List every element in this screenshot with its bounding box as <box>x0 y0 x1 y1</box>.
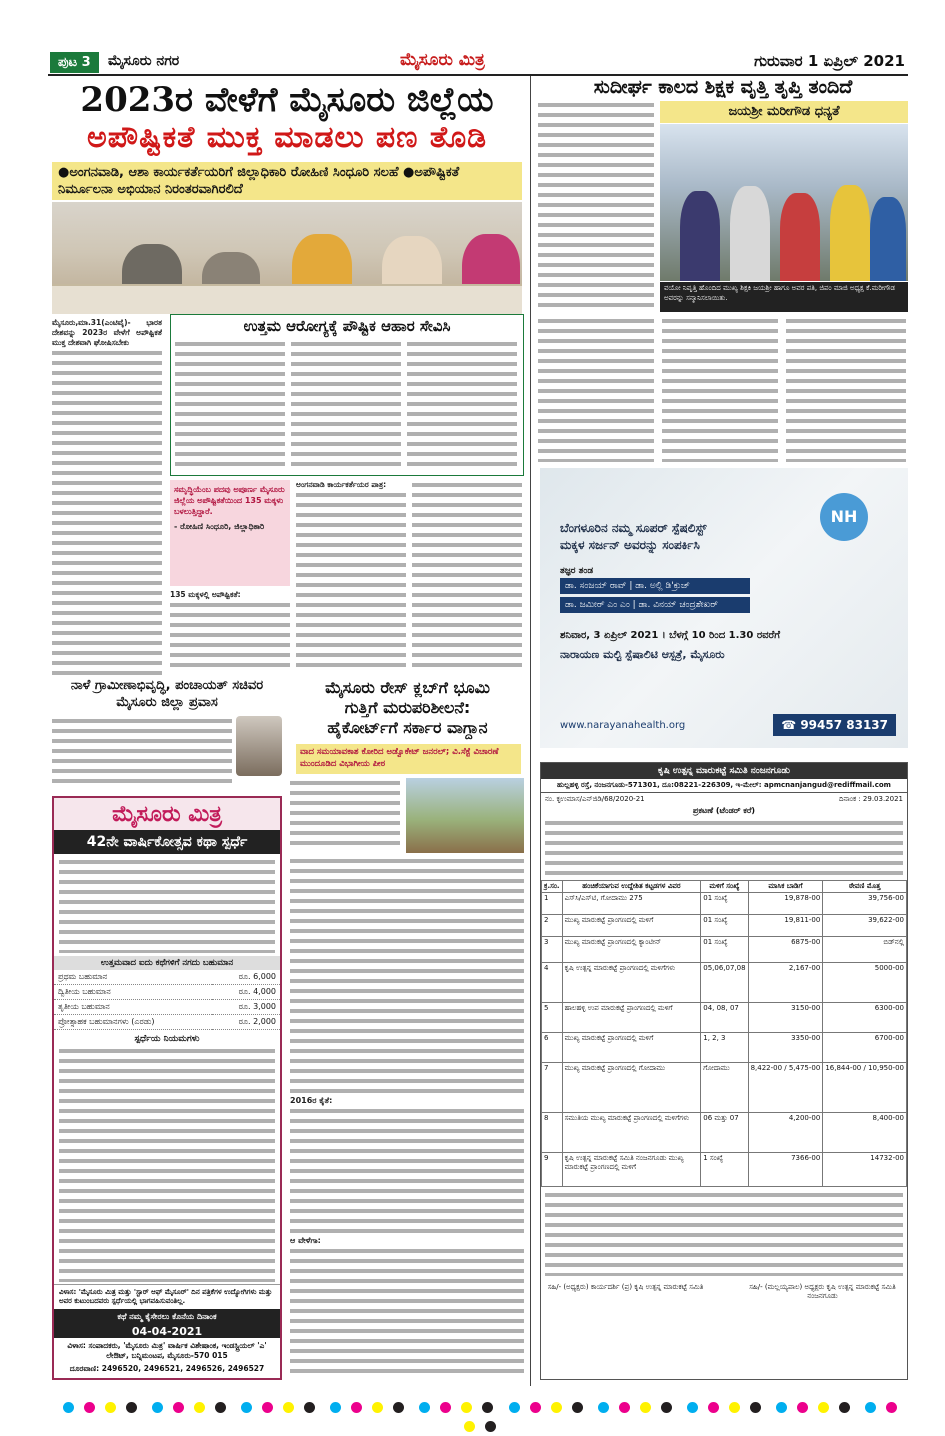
ad-doctors-row: ಡಾ. ಜಮೀರ್ ಎಂ ಎಂ | ಡಾ. ವಿನಯ್ ಚಂದ್ರಶೇಖರ್ <box>560 597 750 613</box>
deadline-date: 04-04-2021 <box>54 1325 280 1338</box>
ad-line2: ಮಕ್ಕಳ ಸರ್ಜನ್ ಅವರನ್ನು ಸಂಪರ್ಕಿಸಿ <box>560 538 700 552</box>
lead-body-col3 <box>296 480 406 670</box>
story-contest-box <box>52 796 282 1380</box>
pull-quote <box>170 480 290 586</box>
table-row: 1 ಎಸ್‌ಸಿ/ಎಸ್‌ಟಿ, ಗೋದಾಮು 275 01 ಸಂಖ್ಯೆ 19,878-00 39,756-00 <box>542 893 907 915</box>
table-row: 8 ಸಮುತಿಯ ಮುಖ್ಯ ಮಾರುಕಟ್ಟೆ ಪ್ರಾಂಗಣದಲ್ಲಿ ಮಳಿಗೆಗಳು 06 ಮತ್ತು 07 4,200-00 8,400-00 <box>542 1113 907 1153</box>
ad-team-label: ತಜ್ಞರ ತಂಡ <box>560 566 594 576</box>
table-row: 7 ಮುಖ್ಯ ಮಾರುಕಟ್ಟೆ ಪ್ರಾಂಗಣದಲ್ಲಿ ಗೋದಾಮು ಗೋದಾಮು 8,422-00 / 5,475-00 16,844-00 / 10,950-00 <box>542 1063 907 1113</box>
lead-subhead-2: ಅಂಗನವಾಡಿ ಕಾರ್ಯಕರ್ತೆಯರ ಪಾತ್ರ: <box>296 480 387 489</box>
ad-schedule: ಶನಿವಾರ, 3 ಏಪ್ರಿಲ್ 2021 । ಬೆಳಗ್ಗೆ 10 ರಿಂದ 1.30 ರವರೆಗೆ <box>560 630 781 641</box>
race-headline-line1: ಮೈಸೂರು ರೇಸ್ ಕ್ಲಬ್‌ಗೆ ಭೂಮಿ <box>325 678 490 697</box>
notice-date: ದಿನಾಂಕ : 29.03.2021 <box>838 795 903 803</box>
race-subhead-1: 2016ರ ಕೈತೆ: <box>290 1096 333 1105</box>
teacher-story-subhead: ಜಯಶ್ರೀ ಮರೀಗೌಡ ಧನ್ಯತೆ <box>660 101 908 123</box>
ad-line1: ಬೆಂಗಳೂರಿನ ನಮ್ಮ ಸೂಪರ್ ಸ್ಪೆಷಲಿಸ್ಟ್ <box>560 521 707 535</box>
race-club-headline <box>290 678 525 738</box>
teacher-story-headline: ಸುದೀರ್ಘ ಕಾಲದ ಶಿಕ್ಷಕ ವೃತ್ತಿ ತೃಪ್ತಿ ತಂದಿದೆ <box>593 76 853 98</box>
table-row: 3 ಮುಖ್ಯ ಮಾರುಕಟ್ಟೆ ಪ್ರಾಂಗಣದಲ್ಲಿ ಕ್ಯಾಂಟೀನ್ 01 ಸಂಖ್ಯೆ 6875-00 ಬಿಡ್‌ನಲ್ಲಿ <box>542 937 907 963</box>
prize-row: ತೃತೀಯ ಬಹುಮಾನ ರೂ. 3,000 <box>54 1000 280 1015</box>
nutrition-inset-title: ಉತ್ತಮ ಆರೋಗ್ಯಕ್ಕೆ ಪೌಷ್ಟಿಕ ಆಹಾರ ಸೇವಿಸಿ <box>243 317 451 335</box>
lead-body-col4 <box>412 480 522 670</box>
contest-paper-logo: ಮೈಸೂರು ಮಿತ್ರ <box>54 798 280 830</box>
apmc-tender-notice <box>540 762 908 1380</box>
teacher-story-col1 <box>538 100 654 310</box>
prize-table <box>54 970 280 1030</box>
prize-row: ಪ್ರಥಮ ಬಹುಮಾನ ರೂ. 6,000 <box>54 970 280 985</box>
notice-ref: ನಂ. ಕೃಉಮಾಸ/ಎನ್‌ಜಿಡಿ/68/2020-21 <box>545 795 645 803</box>
teacher-story-photo <box>660 124 908 281</box>
lead-photo <box>52 202 522 314</box>
lead-headline-line2: ಅಪೌಷ್ಟಿಕತೆ ಮುಕ್ತ ಮಾಡಲು ಪಣ ತೊಡಿ <box>86 120 488 155</box>
table-row: 9 ಕೃಷಿ ಉತ್ಪನ್ನ ಮಾರುಕಟ್ಟೆ ಸಮಿತಿ ನಂಜನಗೂಡು ಮುಖ್ಯ ಮಾರುಕಟ್ಟೆ ಪ್ರಾಂಗಣದಲ್ಲಿ ಮಳಿಗೆ 1 ಸಂಖ್ಯೆ 7366-00 14732-00 <box>542 1153 907 1187</box>
narayana-health-ad <box>540 468 908 748</box>
deadline-label: ಕಥೆ ನಮ್ಮ ಕೈಸೇರಲು ಕೊನೆಯ ದಿನಾಂಕ <box>54 1309 280 1325</box>
color-registration-bar <box>50 1398 910 1436</box>
ad-hospital: ನಾರಾಯಣ ಮಲ್ಟಿ ಸ್ಪೆಷಾಲಿಟಿ ಆಸ್ಪತ್ರೆ, ಮೈಸೂರು <box>560 648 725 661</box>
lead-headline-line1: 2023ರ ವೇಳೆಗೆ ಮೈಸೂರು ಜಿಲ್ಲೆಯ <box>80 80 494 120</box>
table-row: 4 ಕೃಷಿ ಉತ್ಪನ್ನ ಮಾರುಕಟ್ಟೆ ಪ್ರಾಂಗಣದಲ್ಲಿ ಮಳಿಗೆಗಳು 05,06,07,08 2,167-00 5000-00 <box>542 963 907 1003</box>
nh-logo: NH <box>820 493 868 541</box>
minister-visit-body <box>52 716 232 788</box>
pull-quote-text: ಸಮೃದ್ಧಿಯೆಂಬ ಪದವು ಅಪೂರ್ಣ ಮೈಸೂರು ಜಿಲ್ಲೆಯ ಅಪೌಷ್ಟಿಕತೆಯಿಂದ 135 ಮಕ್ಕಳು ಬಳಲುತ್ತಿದ್ದಾರೆ. <box>174 485 285 516</box>
race-body-main <box>290 856 524 1380</box>
teacher-story-col4 <box>786 316 906 462</box>
pull-quote-author: - ರೋಹಿಣಿ ಸಿಂಧೂರಿ, ಜಿಲ್ಲಾಧಿಕಾರಿ <box>174 522 265 531</box>
race-body-col1 <box>290 778 400 848</box>
phone-icon: ☎ <box>781 718 801 732</box>
column-divider <box>530 76 531 1386</box>
table-row: 5 ಹಾಲಹಳ್ಳಿ ಉಪ ಮಾರುಕಟ್ಟೆ ಪ್ರಾಂಗಣದಲ್ಲಿ ಮಳಿಗೆ 04, 08, 07 3150-00 6300-00 <box>542 1003 907 1033</box>
page-number-tag: ಪುಟ 3 <box>50 52 99 73</box>
teacher-story-col2 <box>538 316 654 462</box>
minister-visit-headline: ನಾಳೆ ಗ್ರಾಮೀಣಾಭಿವೃದ್ಧಿ, ಪಂಚಾಯತ್ ಸಚಿವರ ಮೈಸೂರು ಜಿಲ್ಲಾ ಪ್ರವಾಸ <box>70 678 264 710</box>
race-photo <box>406 778 524 853</box>
paper-logo: ಮೈಸೂರು ಮಿತ್ರ <box>400 50 485 70</box>
teacher-story-col3 <box>662 316 778 462</box>
lead-dateline: ಮೈಸೂರು,ಮಾ.31(ಎಂಟಿವೈ)- ಭಾರತ ದೇಶವನ್ನು 2023ರ ವೇಳೆಗೆ ಅಪೌಷ್ಟಿಕತೆ ಮುಕ್ತ ದೇಶವಾಗಿ ಘೋಷಿಸಬೇಕು <box>52 318 162 347</box>
notice-heading: ಪ್ರಕಟಣೆ (ಟೆಂಡರ್ ಕರೆ) <box>692 806 756 815</box>
contest-phones: ದೂರವಾಣಿ: 2496520, 2496521, 2496526, 2496527 <box>69 1364 265 1373</box>
race-subhead-2: ಆ ವೇಳೆಗಾ: <box>290 1236 321 1245</box>
nutrition-inset <box>170 314 524 476</box>
ad-doctors-row: ಡಾ. ಸಂಜಯ್ ರಾವ್ | ಡಾ. ಅಲ್ಲಿ ಡಿ'ಕ್ರುಜ್ <box>560 578 750 594</box>
table-row: 2 ಮುಖ್ಯ ಮಾರುಕಟ್ಟೆ ಪ್ರಾಂಗಣದಲ್ಲಿ ಮಳಿಗೆ 01 ಸಂಖ್ಯೆ 19,811-00 39,622-00 <box>542 915 907 937</box>
notice-sign-left: ಸಹಿ/- (ಅಧ್ಯಕ್ಷರು) ಕಾರ್ಯದರ್ಶಿ (ಪ್ರ) ಕೃಷಿ ಉತ್ಪನ್ನ ಮಾರುಕಟ್ಟೆ ಸಮಿತಿ <box>547 1283 704 1291</box>
table-row: 6 ಮುಖ್ಯ ಮಾರುಕಟ್ಟೆ ಪ್ರಾಂಗಣದಲ್ಲಿ ಮಳಿಗೆ 1, 2, 3 3350-00 6700-00 <box>542 1033 907 1063</box>
ad-phone[interactable]: ☎ 99457 83137 <box>773 714 896 736</box>
notice-table: ಕ್ರ.ಸಂ. ಹಂಚಿಕೆಯಾಗುವ ಉದ್ದೇಶಿತ ಕಟ್ಟಡಗಳ ವಿವರ ಮಳಿಗೆ ಸಂಖ್ಯೆ ಮಾಸಿಕ ಬಾಡಿಗೆ ಠೇವಣಿ ಮೊತ್ತ 1 ಎಸ್‌ಸಿ/ಎಸ್‌ಟಿ, ಗೋದಾಮು 275 01 ಸಂಖ್ಯೆ 19,878-00 39,756-00 2 ಮುಖ್ಯ ಮಾರುಕಟ್ಟೆ ಪ್ರಾಂಗಣದಲ್ಲಿ ಮಳಿಗೆ 01 ಸಂಖ್ಯೆ 19,811-00 39,622-00 3 ಮುಖ್ಯ ಮಾರುಕಟ್ಟೆ ಪ್ರಾಂಗಣದಲ್ಲಿ ಕ್ಯಾಂಟೀನ್ 01 ಸಂಖ್ಯೆ 6875-00 ಬಿಡ್‌ನಲ್ಲಿ 4 ಕೃಷಿ ಉತ್ಪನ್ನ ಮಾರುಕಟ್ಟೆ ಪ್ರಾಂಗಣದಲ್ಲಿ ಮಳಿಗೆಗಳು 05,06,07,08 2,167-00 5000-00 5 ಹಾಲಹಳ್ಳಿ ಉಪ ಮಾರುಕಟ್ಟೆ ಪ್ರಾಂಗಣದಲ್ಲಿ ಮಳಿಗೆ 04, 08, 07 3150-00 6300-00 6 ಮುಖ್ಯ ಮಾರುಕಟ್ಟೆ ಪ್ರಾಂಗಣದಲ್ಲಿ ಮಳಿಗೆ 1, 2, 3 3350-00 6700-00 7 ಮುಖ್ಯ ಮಾರುಕಟ್ಟೆ ಪ್ರಾಂಗಣದಲ್ಲಿ ಗೋದಾಮು ಗೋದಾಮು 8,422-00 / 5,475-00 16,844-00 / 10,950-00 8 ಸಮುತಿಯ ಮುಖ್ಯ ಮಾರುಕಟ್ಟೆ ಪ್ರಾಂಗಣದಲ್ಲಿ ಮಳಿಗೆಗಳು 06 ಮತ್ತು 07 4,200-00 8,400-00 9 ಕೃಷಿ ಉತ್ಪನ್ನ ಮಾರುಕಟ್ಟೆ ಸಮಿತಿ ನಂಜನಗೂಡು ಮುಖ್ಯ ಮಾರುಕಟ್ಟೆ ಪ್ರಾಂಗಣದಲ್ಲಿ ಮಳಿಗೆ 1 ಸಂಖ್ಯೆ 7366-00 14732-00 <box>541 880 907 1187</box>
race-headline-line2: ಗುತ್ತಿಗೆ ಮರುಪರಿಶೀಲನೆ: <box>344 698 471 717</box>
prize-header: ಉತ್ತಮವಾದ ಐದು ಕಥೆಗಳಿಗೆ ನಗದು ಬಹುಮಾನ <box>54 956 280 970</box>
notice-sign-right: ಸಹಿ/- (ಮಲ್ಲಯ್ಯಪಾಲ) ಅಧ್ಯಕ್ಷರು ಕೃಷಿ ಉತ್ಪನ್ನ ಮಾರುಕಟ್ಟೆ ಸಮಿತಿ ನಂಜನಗೂಡು <box>749 1283 896 1300</box>
teacher-story-caption: ವಯೋ ನಿವೃತ್ತಿ ಹೊಂದಿದ ಮುಖ್ಯ ಶಿಕ್ಷಕಿ ಜಯಶ್ರೀ ಹಾಗೂ ಅವರ ಪತಿ, ಜಿಪಂ ಮಾಜಿ ಅಧ್ಯಕ್ಷ ಕೆ.ಮರೀಗೌಡ ಅವರನ್ನು ಸನ್ಮಾನಿಸಲಾಯಿತು. <box>660 282 908 312</box>
contest-eligibility-note: ವಿಳಾಸ: 'ಮೈಸೂರು ಮಿತ್ರ ಮತ್ತು 'ಸ್ಟಾರ್ ಆಫ್ ಮೈಸೂರ್' ದಿನ ಪತ್ರಿಕೆಗಳ ಉದ್ಯೋಗಿಗಳು ಮತ್ತು ಅವರ ಕುಟುಂಬದವರು ಸ್ಪರ್ಧೆಯಲ್ಲಿ ಭಾಗವಹಿಸುವಂತಿಲ್ಲ. <box>54 1284 280 1309</box>
section-name: ಮೈಸೂರು ನಗರ <box>108 53 180 69</box>
race-deck: ವಾದ ಸಮಯಾವಕಾಶ ಕೋರಿದ ಅಡ್ವೊಕೇಟ್ ಜನರಲ್; ವಿ.ಸೆಕ್ಟೆ ವಿಚಾರಣೆ ಮುಂದೂಡಿದ ವಿಭಾಗೀಯ ಪೀಠ <box>296 744 521 774</box>
lead-subhead: 135 ಮಕ್ಕಳಲ್ಲಿ ಅಪೌಷ್ಟಿಕತೆ: <box>170 590 241 599</box>
ad-website[interactable]: www.narayanahealth.org <box>560 720 686 731</box>
contest-title: 42ನೇ ವಾರ್ಷಿಕೋತ್ಸವ ಕಥಾ ಸ್ಪರ್ಧೆ <box>54 830 280 854</box>
issue-date: ಗುರುವಾರ 1 ಏಪ್ರಿಲ್ 2021 <box>754 52 905 70</box>
rules-title: ಸ್ಪರ್ಧೆಯ ನಿಯಮಗಳು <box>134 1034 200 1044</box>
notice-address: ಹುಲ್ಲಹಳ್ಳಿ ರಸ್ತೆ, ನಂಜನಗೂಡು-571301, ದೂ:08221-226309, ಇ-ಮೇಲ್: apmcnanjangud@rediffmail.com <box>541 779 907 793</box>
lead-body-col1 <box>52 318 162 678</box>
notice-title: ಕೃಷಿ ಉತ್ಪನ್ನ ಮಾರುಕಟ್ಟೆ ಸಮಿತಿ ನಂಜನಗೂಡು <box>541 763 907 779</box>
minister-photo <box>236 716 282 776</box>
prize-row: ದ್ವಿತೀಯ ಬಹುಮಾನ ರೂ. 4,000 <box>54 985 280 1000</box>
lead-deck: ●ಅಂಗನವಾಡಿ, ಆಶಾ ಕಾರ್ಯಕರ್ತೆಯರಿಗೆ ಜಿಲ್ಲಾಧಿಕಾರಿ ರೋಹಿಣಿ ಸಿಂಧೂರಿ ಸಲಹೆ ●ಅಪೌಷ್ಟಿಕತೆ ನಿರ್ಮೂಲನಾ ಅಭಿಯಾನ ನಿರಂತರವಾಗಿರಲಿದೆ <box>52 162 522 200</box>
prize-row: ಪ್ರೋತ್ಸಾಹಕ ಬಹುಮಾನಗಳು (ಎರಡು) ರೂ. 2,000 <box>54 1015 280 1030</box>
ad-doctor-list <box>560 566 750 616</box>
lead-body-col2 <box>170 590 290 670</box>
race-headline-line3: ಹೈಕೋರ್ಟ್‌ಗೆ ಸರ್ಕಾರ ವಾಗ್ದಾನ <box>327 718 488 737</box>
contest-address: ವಿಳಾಸ: ಸಂಪಾದಕರು, 'ಮೈಸೂರು ಮಿತ್ರ' ವಾರ್ಷಿಕ ವಿಶೇಷಾಂಕ, ಇಂಡಸ್ಟ್ರಿಯಲ್ 'ಎ' ಲೇಔಟ್, ಬನ್ನಿಮಂಟಪ, ಮೈಸೂರು-570 015 <box>67 1341 267 1360</box>
